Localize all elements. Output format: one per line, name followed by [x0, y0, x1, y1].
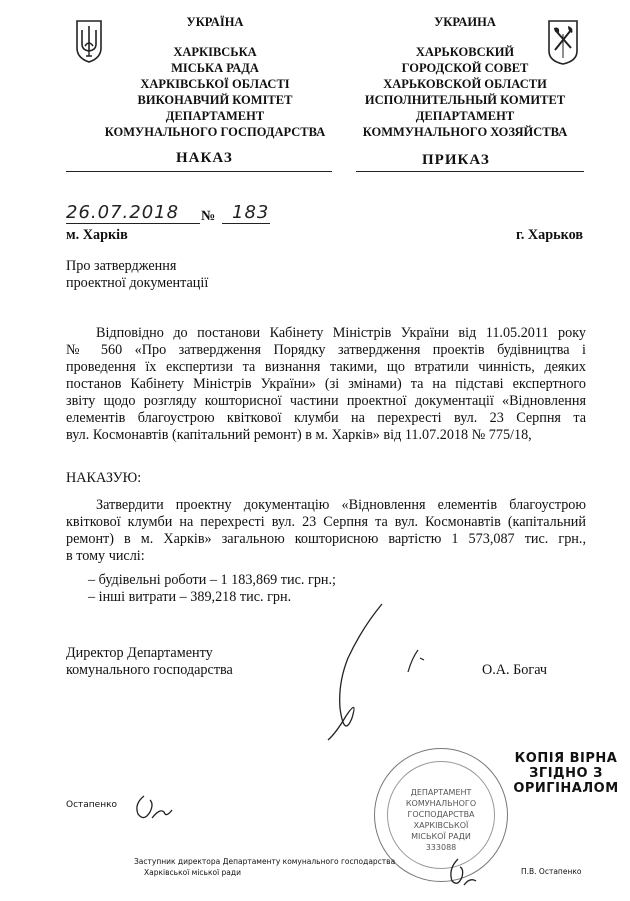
org-line: ХАРЬКОВСКОЙ ОБЛАСТИ	[383, 77, 547, 91]
seal-line: ГОСПОДАРСТВА	[407, 810, 475, 819]
org-line: ИСПОЛНИТЕЛЬНЫЙ КОМИТЕТ	[364, 93, 566, 107]
preamble	[66, 325, 586, 444]
copy-signature	[130, 790, 186, 826]
signatory-name: О.А. Богач	[482, 662, 548, 678]
seal-line: 333088	[425, 843, 457, 852]
seal-line: МІСЬКОЇ РАДИ	[411, 832, 471, 841]
org-line: ДЕПАРТАМЕНТ	[415, 109, 515, 123]
director-signature	[300, 598, 440, 748]
number-underline	[222, 223, 270, 224]
position-line: комунального господарства	[66, 662, 233, 678]
copy-stamp-line: ОРИГІНАЛОМ	[513, 781, 619, 796]
order-word: НАКАЗУЮ:	[66, 470, 142, 486]
seal-signature	[440, 855, 480, 891]
country-ua: УКРАЇНА	[186, 15, 244, 29]
doc-type-ru: ПРИКАЗ	[422, 152, 490, 168]
position-line: Директор Департаменту	[66, 645, 213, 661]
preamble-line: проведення їх експертизи та визнання такими, що втратили чинність, деяких	[66, 359, 586, 375]
preamble-line: постанов Кабінету Міністрів України» (зі змінами) та на підставі експертного	[66, 376, 586, 392]
org-line: ВИКОНАВЧИЙ КОМІТЕТ	[137, 93, 293, 107]
org-line: ХАРЬКОВСКИЙ	[415, 45, 515, 59]
org-line: ДЕПАРТАМЕНТ	[165, 109, 265, 123]
order-item: – інші витрати – 389,218 тис. грн.	[88, 589, 292, 605]
subject-line: проектної документації	[66, 275, 209, 291]
copy-stamp-line: ЗГІДНО З	[529, 766, 603, 781]
city-ua: м. Харків	[66, 227, 128, 243]
seal-line: ХАРКІВСЬКОЇ	[413, 821, 469, 830]
org-line: КОМУНАЛЬНОГО ГОСПОДАРСТВА	[104, 125, 326, 139]
seal-line: КОМУНАЛЬНОГО	[405, 799, 477, 808]
seal-line: ДЕПАРТАМЕНТ	[410, 788, 472, 797]
org-line: ГОРОДСКОЙ СОВЕТ	[401, 61, 529, 75]
order-body-line: в тому числі:	[66, 548, 145, 564]
signatory-position	[66, 645, 233, 679]
date-handwritten: 26.07.2018	[66, 202, 180, 223]
preamble-line: елементів благоустрою квіткової клумби на перехресті вул. 23 Серпня та	[66, 410, 586, 426]
order-item: – будівельні роботи – 1 183,869 тис. грн.;	[88, 572, 336, 588]
header-rule-right	[356, 171, 584, 172]
header-rule-left	[66, 171, 332, 172]
preamble-line: вул. Космонавтів (капітальний ремонт) в м. Харків» від 11.07.2018 № 775/18,	[66, 427, 532, 443]
order-items	[88, 572, 336, 606]
order-body-line: квіткової клумби на перехресті вул. 23 Серпня та вул. Космонавтів (капітальний	[66, 514, 586, 530]
subject-line: Про затвердження	[66, 258, 177, 274]
order-body	[66, 497, 586, 565]
copy-verified-stamp	[512, 751, 620, 796]
order-body-line: Затвердити проектну документацію «Відновлення елементів благоустрою	[96, 497, 586, 513]
deputy-name: П.В. Остапенко	[521, 867, 582, 876]
header-left	[95, 14, 335, 140]
org-line: МІСЬКА РАДА	[171, 61, 259, 75]
copy-stamp-line: КОПІЯ ВІРНА	[514, 751, 618, 766]
number-sign: №	[201, 208, 216, 224]
kharkiv-city-emblem-icon	[546, 18, 580, 66]
trident-emblem-icon	[74, 18, 104, 64]
preamble-line: № 560 «Про затвердження Порядку затвердження проектів будівництва і	[66, 342, 586, 358]
preamble-line: Відповідно до постанови Кабінету Міністрів України від 11.05.2011 року	[96, 325, 586, 341]
executor-name: Остапенко	[66, 800, 118, 810]
org-line: ХАРКІВСЬКОЇ ОБЛАСТІ	[140, 77, 290, 91]
order-body-line: ремонт) в м. Харків» загальною кошторисною вартістю 1 573,087 тис. грн.,	[66, 531, 586, 547]
deputy-title	[134, 856, 395, 878]
doc-type-ua: НАКАЗ	[176, 150, 233, 166]
date-underline	[66, 223, 200, 224]
country-ru: УКРАИНА	[434, 15, 496, 29]
subject	[66, 258, 208, 292]
preamble-line: звіту щодо розгляду кошторисної частини проектної документації «Відновлення	[66, 393, 586, 409]
city-ru: г. Харьков	[516, 227, 584, 243]
number-handwritten: 183	[232, 202, 270, 223]
deputy-line: Заступник директора Департаменту комунального господарства	[134, 857, 396, 866]
org-line: ХАРКІВСЬКА	[173, 45, 257, 59]
org-line: КОММУНАЛЬНОГО ХОЗЯЙСТВА	[362, 125, 568, 139]
deputy-line: Харківської міської ради	[144, 868, 241, 877]
